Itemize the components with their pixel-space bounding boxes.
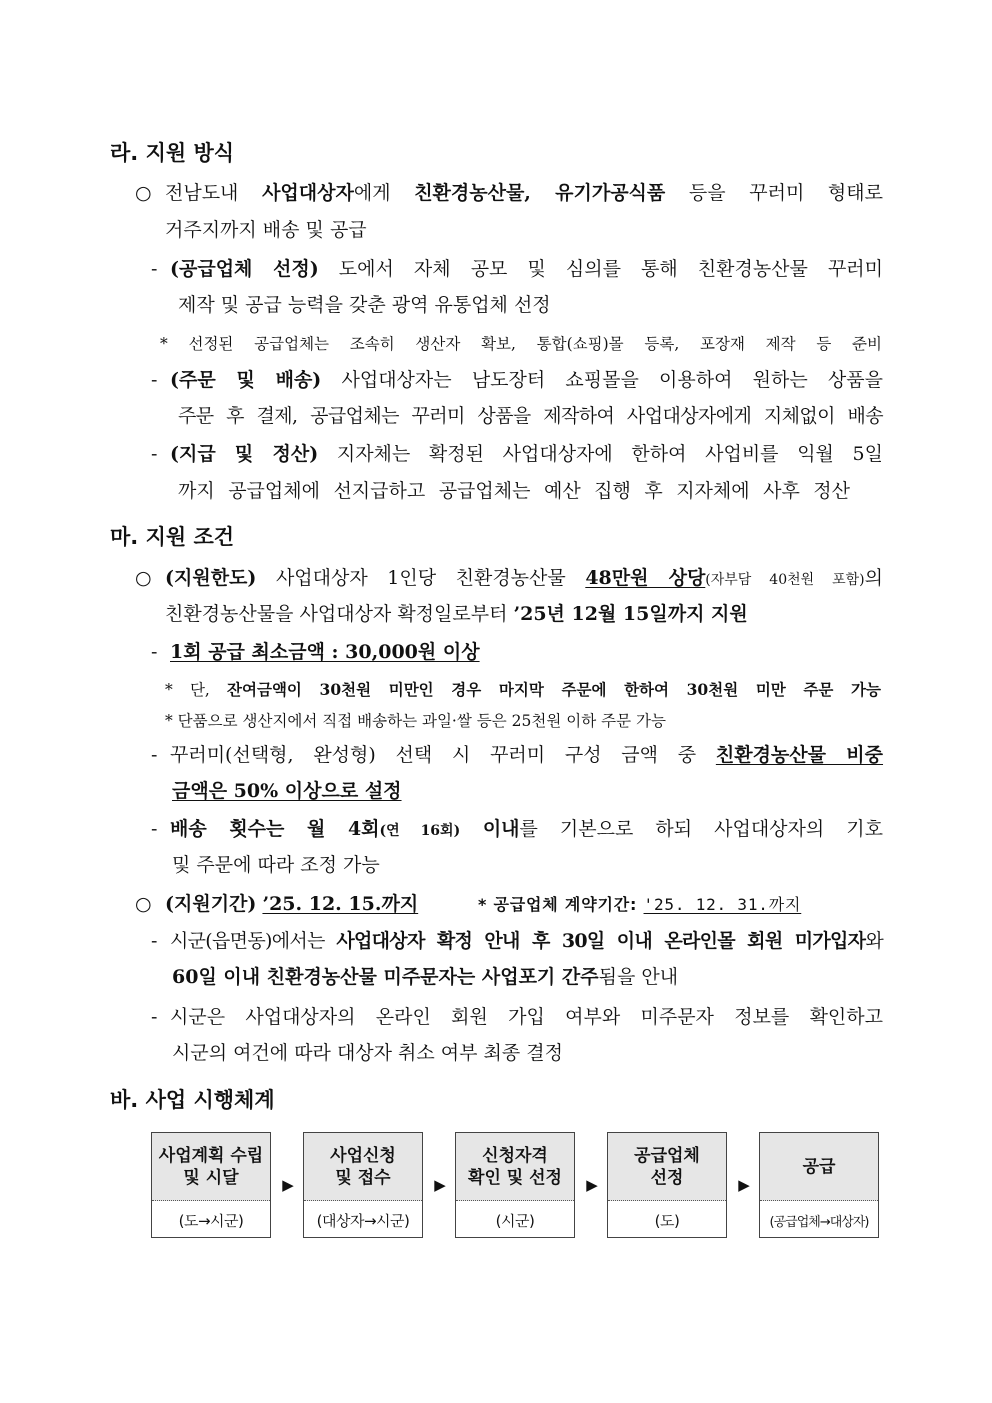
flow-step-eligibility <box>455 1132 575 1238</box>
flow-step-plan <box>151 1132 271 1238</box>
dash-marker: - <box>151 930 158 952</box>
withdrawal-notice-line2: 60일 이내 친환경농산물 미주문자는 사업포기 간주됨을 안내 <box>172 966 679 988</box>
note-remaining-balance: * 단, 잔여금액이 30천원 미만인 경우 마지막 주문에 한하여 30천원 미만 주문 가능 <box>165 680 881 699</box>
flow-step-actor: (도→시군) <box>178 1211 244 1230</box>
note-single-item-delivery: * 단품으로 생산지에서 직접 배송하는 과일·쌀 등은 25천원 이하 주문 가능 <box>165 712 666 730</box>
minimum-order-amount: 1회 공급 최소금액 : 30,000원 이상 <box>170 641 480 663</box>
note-supplier-preparation: * 선정된 공급업체는 조속히 생산자 확보, 통합(쇼핑)몰 등록, 포장재 제작 등 준비 <box>160 335 882 353</box>
flow-step-actor: (도) <box>654 1211 680 1230</box>
flow-arrow-icon: ▶ <box>586 1176 598 1194</box>
support-limit-line2: 친환경농산물을 사업대상자 확정일로부터 ’25년 12월 15일까지 지원 <box>165 603 748 625</box>
cancellation-decision-line2: 시군의 여건에 따라 대상자 취소 여부 최종 결정 <box>172 1042 564 1064</box>
dash-marker: - <box>151 369 158 391</box>
support-limit-line1: (지원한도) 사업대상자 1인당 친환경농산물 48만원 상당(자부담 40천원 포함)의 <box>165 567 883 589</box>
paragraph-delivery-method-line1: 전남도내 사업대상자에게 친환경농산물, 유기가공식품 등을 꾸러미 형태로 <box>165 182 883 204</box>
flow-step-actor: (공급업체→대상자) <box>769 1214 869 1230</box>
paragraph-delivery-method-line2: 거주지까지 배송 및 공급 <box>165 219 367 241</box>
dash-marker: - <box>151 443 158 465</box>
flow-step-title: 공급 <box>760 1133 878 1201</box>
supplier-selection-line1: (공급업체 선정) 도에서 자체 공모 및 심의를 통해 친환경농산물 꾸러미 <box>170 258 884 280</box>
section-heading-ba: 바. 사업 시행체계 <box>110 1088 275 1112</box>
order-delivery-line1: (주문 및 배송) 사업대상자는 남도장터 쇼핑몰을 이용하여 원하는 상품을 <box>170 369 883 391</box>
flow-arrow-icon: ▶ <box>282 1176 294 1194</box>
flow-step-actor: (대상자→시군) <box>316 1211 410 1230</box>
support-period: (지원기간) ’25. 12. 15.까지 <box>165 893 419 915</box>
flow-arrow-icon: ▶ <box>434 1176 446 1194</box>
payment-settlement-line2: 까지 공급업체에 선지급하고 공급업체는 예산 집행 후 지자체에 사후 정산 <box>178 480 850 502</box>
section-heading-ra: 라. 지원 방식 <box>110 141 235 165</box>
order-delivery-line2: 주문 후 결제, 공급업체는 꾸러미 상품을 제작하여 사업대상자에게 지체없이 배송 <box>178 405 883 427</box>
dash-marker: - <box>151 818 158 840</box>
flow-step-title: 공급업체 선정 <box>608 1133 726 1201</box>
flow-step-supplier-selection <box>607 1132 727 1238</box>
dash-marker: - <box>151 1006 158 1028</box>
dash-marker: - <box>151 744 158 766</box>
cancellation-decision-line1: 시군은 사업대상자의 온라인 회원 가입 여부와 미주문자 정보를 확인하고 <box>170 1006 883 1028</box>
delivery-frequency-line2: 및 주문에 따라 조정 가능 <box>172 854 380 876</box>
flow-step-title: 신청자격 확인 및 선정 <box>456 1133 574 1201</box>
package-ratio-line1: 꾸러미(선택형, 완성형) 선택 시 꾸러미 구성 금액 중 친환경농산물 비중 <box>170 744 884 766</box>
flow-arrow-icon: ▶ <box>738 1176 750 1194</box>
section-heading-ma: 마. 지원 조건 <box>110 525 235 549</box>
package-ratio-line2: 금액은 50% 이상으로 설정 <box>172 780 402 802</box>
bullet-marker: ○ <box>135 893 152 915</box>
dash-marker: - <box>151 641 158 663</box>
supplier-selection-line2: 제작 및 공급 능력을 갖춘 광역 유통업체 선정 <box>178 294 551 316</box>
delivery-frequency-line1: 배송 횟수는 월 4회(연 16회) 이내를 기본으로 하되 사업대상자의 기호 <box>170 818 883 840</box>
bullet-marker: ○ <box>135 182 152 204</box>
flow-step-title: 사업신청 및 접수 <box>304 1133 422 1201</box>
flow-step-title: 사업계획 수립 및 시달 <box>152 1133 270 1201</box>
flow-step-supply <box>759 1132 879 1238</box>
flow-step-application <box>303 1132 423 1238</box>
note-contract-period: * 공급업체 계약기간: '25. 12. 31.까지 <box>478 895 802 914</box>
flow-step-actor: (시군) <box>495 1211 535 1230</box>
withdrawal-notice-line1: 시군(읍면동)에서는 사업대상자 확정 안내 후 30일 이내 온라인몰 회원 미가입자와 <box>170 930 883 952</box>
bullet-marker: ○ <box>135 567 152 589</box>
payment-settlement-line1: (지급 및 정산) 지자체는 확정된 사업대상자에 한하여 사업비를 익월 5일 <box>170 443 883 465</box>
dash-marker: - <box>151 258 158 280</box>
